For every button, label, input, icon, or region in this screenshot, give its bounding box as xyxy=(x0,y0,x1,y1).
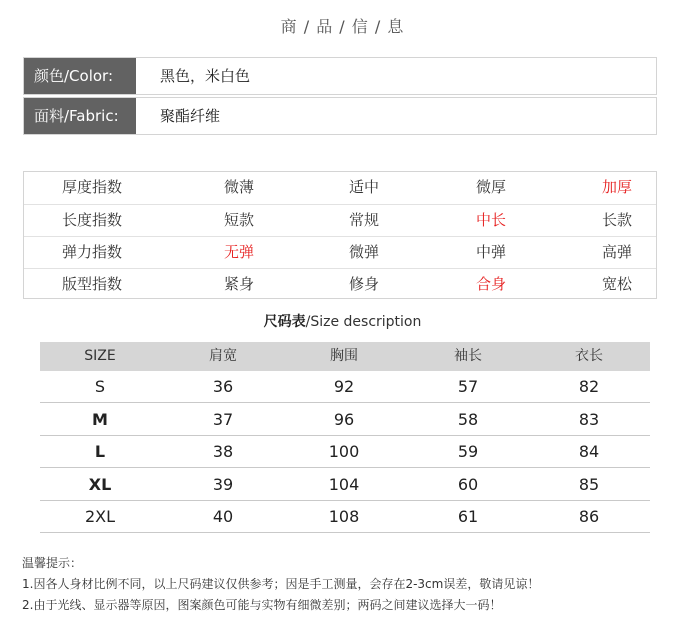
size-header-cell: 肩宽 xyxy=(209,348,237,364)
size-header-cell: 衣长 xyxy=(575,348,603,364)
index-label: 弹力指数 xyxy=(61,243,122,261)
index-option: 紧身 xyxy=(223,275,254,293)
index-option-selected: 无弹 xyxy=(223,243,254,261)
index-option: 微薄 xyxy=(223,178,254,196)
index-label: 版型指数 xyxy=(61,275,122,293)
size-value-cell: 40 xyxy=(212,507,234,527)
color-value: 黑色，米白色 xyxy=(160,67,251,85)
size-value-cell: 85 xyxy=(578,474,600,494)
size-value-cell: 58 xyxy=(457,409,479,429)
index-label: 长度指数 xyxy=(61,211,122,229)
size-row xyxy=(40,371,650,403)
index-option: 微厚 xyxy=(475,178,506,196)
size-value-cell: 96 xyxy=(333,409,355,429)
size-value-cell: 84 xyxy=(578,442,600,462)
size-value-cell: 36 xyxy=(212,377,234,396)
index-row xyxy=(24,236,656,268)
size-title-bold: 尺码表 xyxy=(263,314,306,330)
size-row xyxy=(40,404,650,436)
note-item: 1.因各人身材比例不同，以上尺码建议仅供参考；因是手工测量，会存在2-3cm误差，敬请见谅！ xyxy=(22,577,540,591)
index-label: 厚度指数 xyxy=(61,178,122,196)
index-option: 修身 xyxy=(348,275,379,293)
size-label-cell: S xyxy=(94,377,106,396)
size-row xyxy=(40,469,650,501)
size-header-cell: 胸围 xyxy=(330,348,358,364)
index-option: 中弹 xyxy=(475,243,506,261)
index-option: 宽松 xyxy=(601,275,632,293)
size-value-cell: 37 xyxy=(212,409,234,429)
index-row xyxy=(24,204,656,236)
notes-heading: 温馨提示： xyxy=(22,556,83,570)
size-row xyxy=(40,436,650,468)
size-value-cell: 60 xyxy=(457,474,479,494)
size-label-cell: L xyxy=(94,442,106,462)
size-value-cell: 92 xyxy=(333,377,355,396)
size-value-cell: 59 xyxy=(457,442,479,462)
index-option: 高弹 xyxy=(601,243,632,261)
size-table-title xyxy=(0,311,685,331)
fabric-info-row xyxy=(23,97,657,135)
size-row xyxy=(40,501,650,533)
page-title: 商 / 品 / 信 / 息 xyxy=(280,17,405,36)
size-value-cell: 83 xyxy=(578,409,600,429)
size-value-cell: 86 xyxy=(578,507,600,527)
size-title-rest: /Size description xyxy=(305,314,422,330)
product-index-table xyxy=(23,171,657,299)
size-label-cell: M xyxy=(92,409,108,429)
size-value-cell: 82 xyxy=(578,377,600,396)
size-header-cell: 袖长 xyxy=(454,348,482,364)
size-value-cell: 100 xyxy=(328,442,360,462)
size-value-cell: 57 xyxy=(457,377,479,396)
size-value-cell: 108 xyxy=(328,507,360,527)
size-header-cell: SIZE xyxy=(84,348,116,364)
index-option: 微弹 xyxy=(348,243,379,261)
size-label-cell: XL xyxy=(88,474,112,494)
note-item: 2.由于光线、显示器等原因，图案颜色可能与实物有细微差别；两码之间建议选择大一码！ xyxy=(22,598,502,612)
color-label: 颜色/Color: xyxy=(24,58,136,94)
index-option-selected: 加厚 xyxy=(601,178,632,196)
size-value-cell: 104 xyxy=(328,474,360,494)
fabric-label: 面料/Fabric: xyxy=(24,98,136,134)
index-row xyxy=(24,268,656,300)
index-option: 短款 xyxy=(223,211,254,229)
index-option-selected: 中长 xyxy=(475,211,506,229)
index-option: 常规 xyxy=(348,211,379,229)
size-value-cell: 38 xyxy=(212,442,234,462)
index-option: 适中 xyxy=(348,178,379,196)
notes xyxy=(22,553,539,616)
index-option: 长款 xyxy=(601,211,632,229)
size-value-cell: 39 xyxy=(212,474,234,494)
index-option-selected: 合身 xyxy=(475,275,506,293)
size-table-header xyxy=(40,342,650,371)
fabric-value: 聚酯纤维 xyxy=(160,107,221,125)
index-row xyxy=(24,172,656,204)
size-value-cell: 61 xyxy=(457,507,479,527)
size-label-cell: 2XL xyxy=(84,507,116,527)
color-info-row xyxy=(23,57,657,95)
